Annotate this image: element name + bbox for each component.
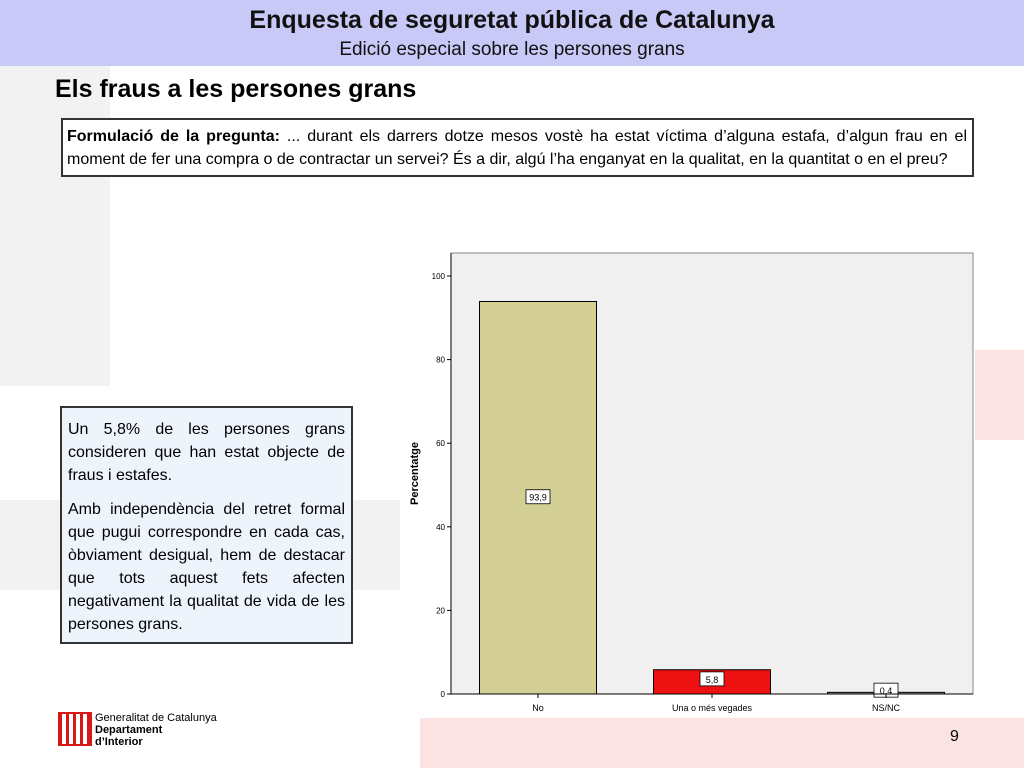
page-subtitle: Edició especial sobre les persones grans — [339, 39, 685, 60]
x-tick-label: NS/NC — [871, 703, 901, 713]
generalitat-logo-icon — [58, 712, 92, 746]
department-line-2: d’Interior — [95, 736, 143, 748]
question-text: ... durant els darrers dotze mesos vostè ha estat víctima d’alguna estafa, d’algun frau en el moment de fer una compra o de contractar un servei? És a dir, algú l’ha enganyat en la qualitat, en la quantitat o en el preu? — [67, 128, 968, 168]
y-tick-label: 40 — [436, 522, 445, 532]
data-label: 93,9 — [529, 492, 547, 503]
y-tick-label: 20 — [436, 606, 445, 616]
note-paragraph-2: Amb independència del retret formal que pugui correspondre en cada cas, òbviament desigual, hem de destacar que tots aquest fets afecten negativament la qualitat de vida de les persones grans. — [68, 501, 345, 633]
bar-chart — [398, 246, 978, 716]
background-decoration — [0, 66, 110, 386]
department-line-1: Departament — [95, 724, 163, 736]
note-paragraph-1: Un 5,8% de les persones grans consideren que han estat objecte de fraus i estafes. — [68, 421, 345, 484]
x-tick-label: Una o més vegades — [671, 703, 753, 713]
page-title: Enquesta de seguretat pública de Catalunya — [249, 6, 775, 34]
section-title: Els fraus a les persones grans — [55, 75, 417, 103]
org-name: Generalitat de Catalunya — [95, 712, 217, 724]
note-box — [60, 406, 353, 644]
y-axis-title: Percentatge — [409, 442, 421, 505]
question-box — [61, 118, 974, 177]
x-tick-label: No — [532, 703, 544, 713]
header-banner — [0, 0, 1024, 66]
y-axis — [432, 253, 451, 699]
data-label: 5,8 — [705, 674, 719, 685]
page-number: 9 — [950, 728, 959, 745]
y-tick-label: 0 — [440, 690, 445, 699]
y-tick-label: 100 — [431, 272, 445, 281]
y-tick-label: 60 — [436, 439, 445, 449]
background-decoration — [420, 718, 1024, 768]
y-tick-label: 80 — [436, 355, 445, 365]
question-label: Formulació de la pregunta: — [67, 128, 280, 145]
data-label: 0,4 — [879, 686, 893, 697]
footer-organization — [95, 712, 217, 748]
background-decoration — [975, 350, 1024, 440]
